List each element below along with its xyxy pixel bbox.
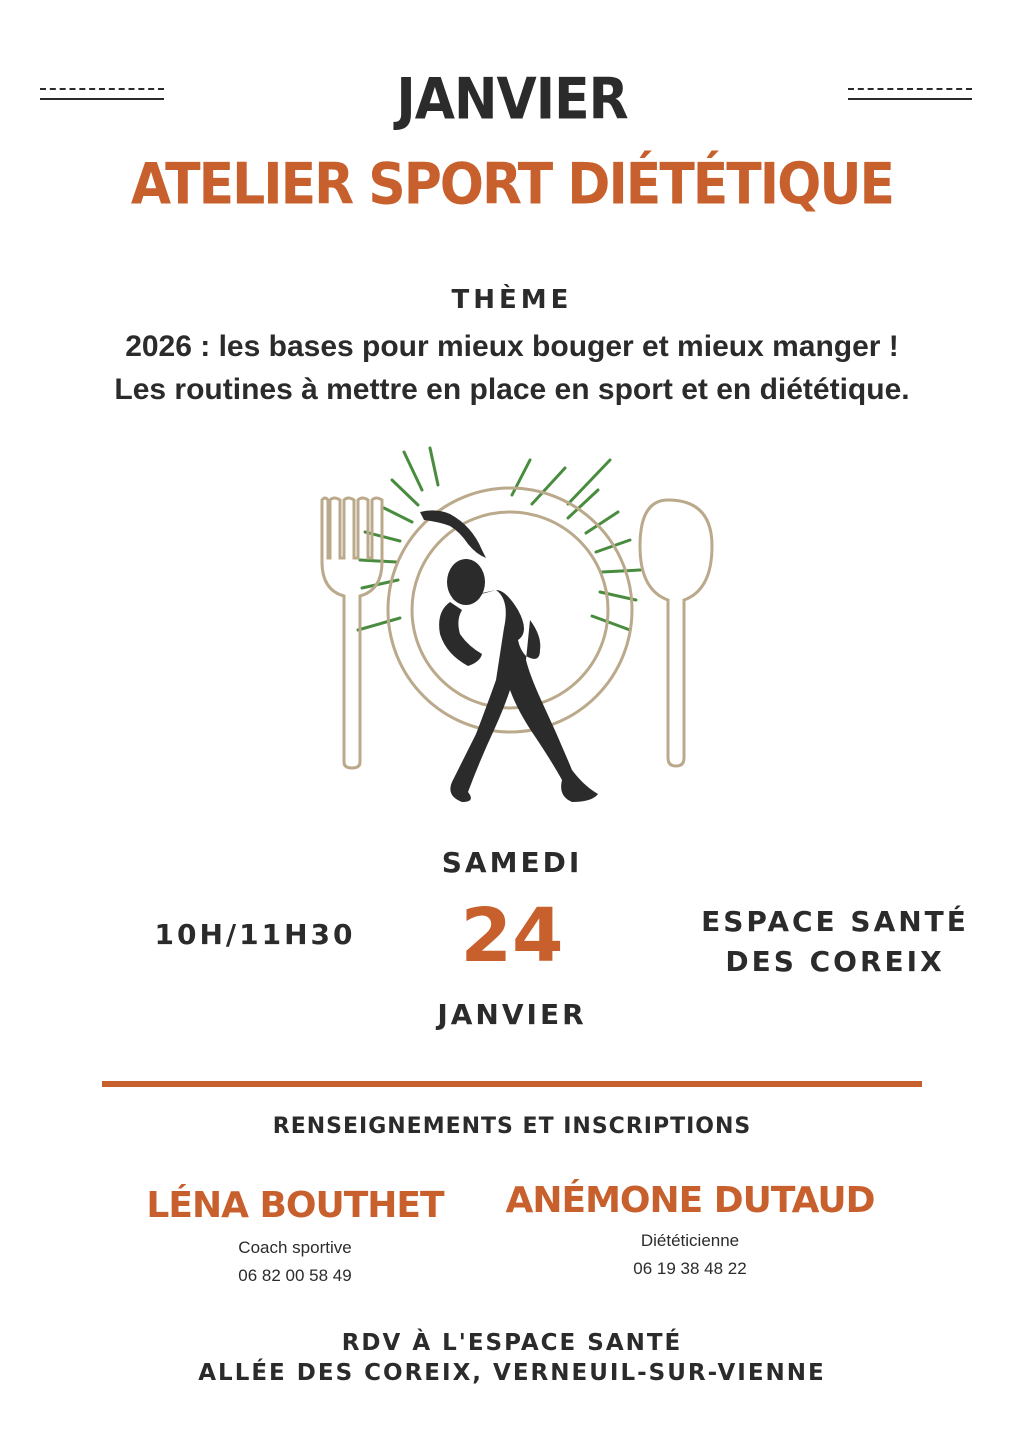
contact-phone: 06 82 00 58 49 bbox=[238, 1266, 352, 1285]
contacts-heading: RENSEIGNEMENTS ET INSCRIPTIONS bbox=[272, 1114, 752, 1139]
event-date: 24 bbox=[460, 893, 564, 979]
event-time: 10H/11H30 bbox=[154, 918, 356, 951]
footer-line-2: ALLÉE DES COREIX, VERNEUIL-SUR-VIENNE bbox=[198, 1360, 826, 1386]
sport-diet-illustration bbox=[300, 440, 730, 820]
header-month: JANVIER bbox=[396, 67, 628, 133]
event-day: SAMEDI bbox=[441, 846, 583, 879]
contact-name: ANÉMONE DUTAUD bbox=[505, 1180, 875, 1221]
contact-phone: 06 19 38 48 22 bbox=[633, 1259, 747, 1278]
footer-line-1: RDV À L'ESPACE SANTÉ bbox=[341, 1330, 683, 1356]
section-divider bbox=[102, 1081, 922, 1087]
sunburst-icon bbox=[358, 448, 640, 630]
stretching-person-icon bbox=[420, 510, 598, 802]
theme-label: THÈME bbox=[451, 285, 573, 315]
theme-line-1: 2026 : les bases pour mieux bouger et mieux manger ! bbox=[125, 330, 899, 363]
contact-role: Diététicienne bbox=[640, 1231, 740, 1250]
theme-line-2: Les routines à mettre en place en sport et en diététique. bbox=[114, 373, 910, 406]
footer-address bbox=[0, 1328, 1024, 1388]
event-place-line1: ESPACE SANTÉ bbox=[701, 905, 969, 938]
event-place bbox=[680, 902, 990, 982]
spoon-icon bbox=[640, 500, 712, 766]
fork-icon bbox=[322, 498, 382, 768]
event-month: JANVIER bbox=[437, 998, 587, 1031]
event-place-line2: DES COREIX bbox=[725, 945, 945, 978]
contact-card-dietitian bbox=[480, 1180, 900, 1279]
contact-role: Coach sportive bbox=[238, 1238, 352, 1257]
contact-card-coach bbox=[85, 1185, 505, 1286]
page-title: ATELIER SPORT DIÉTÉTIQUE bbox=[130, 152, 894, 218]
contact-name: LÉNA BOUTHET bbox=[146, 1185, 444, 1226]
